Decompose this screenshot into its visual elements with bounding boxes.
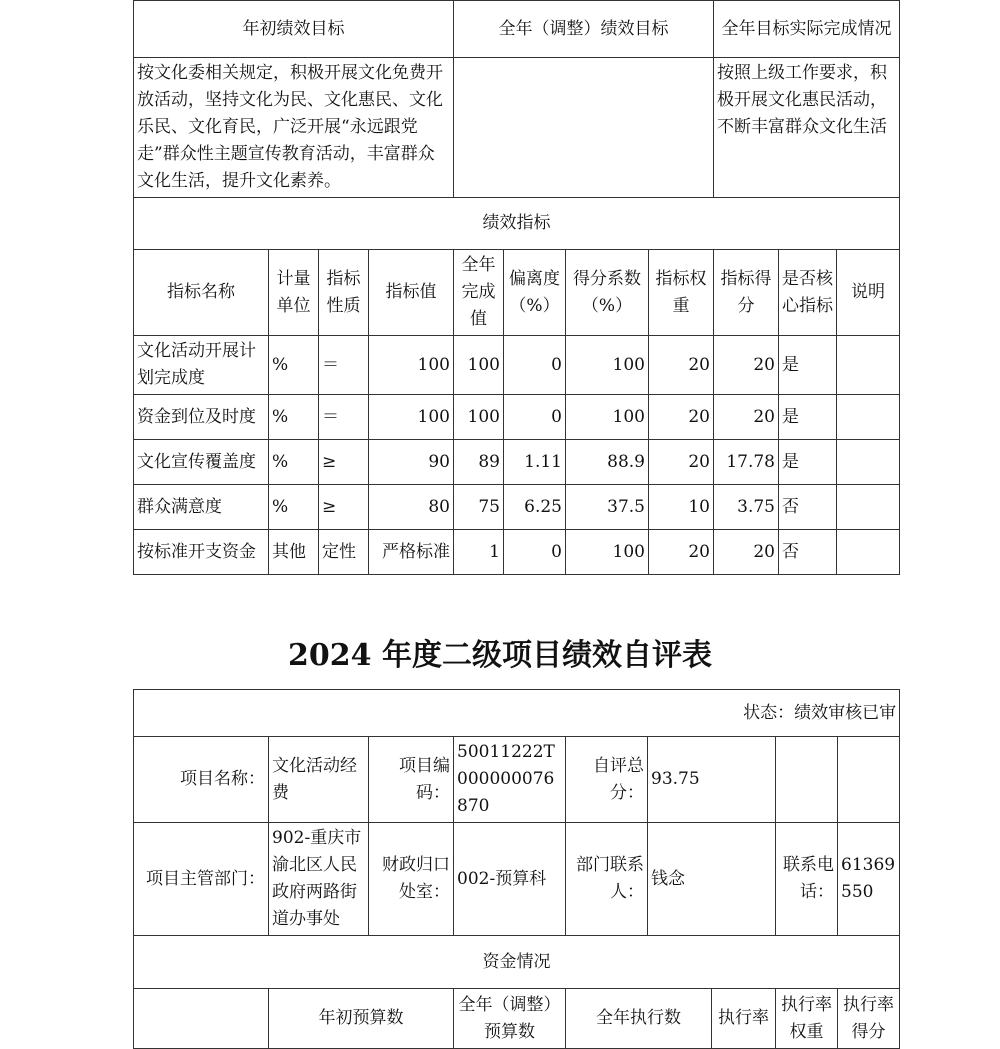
col-header-weight: 指标权重	[649, 250, 714, 336]
indicator-coefficient: 100	[566, 336, 649, 395]
contact-label: 部门联系人：	[566, 823, 648, 936]
indicator-score: 3.75	[714, 485, 779, 530]
adjusted-goal-text	[454, 58, 714, 198]
indicator-notes	[837, 440, 900, 485]
funds-section-row	[134, 936, 900, 989]
indicator-name: 文化活动开展计划完成度	[134, 336, 269, 395]
self-score-value: 93.75	[648, 737, 776, 823]
goals-header-row	[134, 1, 900, 58]
phone-value: 61369550	[838, 823, 900, 936]
indicator-nature: 定性	[319, 530, 369, 575]
initial-goal-text: 按文化委相关规定，积极开展文化免费开放活动，坚持文化为民、文化惠民、文化乐民、文化育民，广泛开展“永远跟党走”群众性主题宣传教育活动，丰富群众文化生活，提升文化素养。	[134, 58, 454, 198]
indicator-is-core: 否	[779, 530, 837, 575]
col-header-actual-value: 全年完成值	[454, 250, 504, 336]
col-header-indicator-name: 指标名称	[134, 250, 269, 336]
project-code-label: 项目编码：	[369, 737, 454, 823]
table-row	[134, 530, 900, 575]
col-header-notes: 说明	[837, 250, 900, 336]
status-badge: 状态：绩效审核已审	[134, 690, 900, 737]
indicator-actual: 100	[454, 395, 504, 440]
col-header-rate-weight: 执行率权重	[776, 989, 838, 1049]
indicator-coefficient: 100	[566, 395, 649, 440]
indicator-weight: 20	[649, 395, 714, 440]
col-header-deviation: 偏离度（%）	[504, 250, 566, 336]
self-score-label: 自评总分：	[566, 737, 648, 823]
department-row	[134, 823, 900, 936]
indicator-deviation: 0	[504, 336, 566, 395]
indicator-name: 群众满意度	[134, 485, 269, 530]
indicators-section-row	[134, 198, 900, 250]
department-value: 902-重庆市渝北区人民政府两路街道办事处	[269, 823, 369, 936]
col-header-rate-score: 执行率得分	[838, 989, 900, 1049]
project-name-label: 项目名称：	[134, 737, 269, 823]
initial-goal-header: 年初绩效目标	[134, 1, 454, 58]
indicator-unit: %	[269, 395, 319, 440]
indicator-nature: ＝	[319, 395, 369, 440]
indicator-notes	[837, 336, 900, 395]
col-header-target-value: 指标值	[369, 250, 454, 336]
col-header-unit: 计量单位	[269, 250, 319, 336]
indicator-weight: 10	[649, 485, 714, 530]
indicator-is-core: 是	[779, 336, 837, 395]
table-row	[134, 485, 900, 530]
funds-section-title: 资金情况	[134, 936, 900, 989]
table-row	[134, 440, 900, 485]
indicator-is-core: 是	[779, 395, 837, 440]
col-header-is-core: 是否核心指标	[779, 250, 837, 336]
indicator-actual: 1	[454, 530, 504, 575]
indicator-target: 100	[369, 395, 454, 440]
indicator-target: 80	[369, 485, 454, 530]
indicator-score: 17.78	[714, 440, 779, 485]
indicator-weight: 20	[649, 336, 714, 395]
indicator-actual: 89	[454, 440, 504, 485]
project-name-row	[134, 737, 900, 823]
finance-office-value: 002-预算科	[454, 823, 566, 936]
indicator-name: 文化宣传覆盖度	[134, 440, 269, 485]
indicator-coefficient: 37.5	[566, 485, 649, 530]
indicator-unit: %	[269, 485, 319, 530]
indicator-nature: ≥	[319, 440, 369, 485]
department-label: 项目主管部门：	[134, 823, 269, 936]
indicator-is-core: 是	[779, 440, 837, 485]
actual-completion-header: 全年目标实际完成情况	[714, 1, 900, 58]
indicator-weight: 20	[649, 530, 714, 575]
page-title: 2024 年度二级项目绩效自评表	[288, 638, 712, 673]
phone-label: 联系电话：	[776, 823, 838, 936]
contact-value: 钱念	[648, 823, 776, 936]
col-header-executed: 全年执行数	[566, 989, 712, 1049]
indicator-nature: ≥	[319, 485, 369, 530]
indicator-deviation: 0	[504, 530, 566, 575]
indicator-name: 资金到位及时度	[134, 395, 269, 440]
indicator-deviation: 6.25	[504, 485, 566, 530]
indicator-actual: 75	[454, 485, 504, 530]
indicator-deviation: 1.11	[504, 440, 566, 485]
indicator-score: 20	[714, 395, 779, 440]
empty-cell	[838, 737, 900, 823]
indicators-header-row	[134, 250, 900, 336]
indicator-actual: 100	[454, 336, 504, 395]
funds-header-blank	[134, 989, 269, 1049]
goals-content-row	[134, 58, 900, 198]
col-header-nature: 指标性质	[319, 250, 369, 336]
col-header-score: 指标得分	[714, 250, 779, 336]
performance-indicator-table	[133, 0, 900, 575]
indicator-score: 20	[714, 530, 779, 575]
indicator-target: 严格标准	[369, 530, 454, 575]
indicators-section-title: 绩效指标	[134, 198, 900, 250]
indicator-unit: %	[269, 336, 319, 395]
actual-completion-text: 按照上级工作要求，积极开展文化惠民活动，不断丰富群众文化生活	[714, 58, 900, 198]
col-header-execution-rate: 执行率	[712, 989, 776, 1049]
indicator-deviation: 0	[504, 395, 566, 440]
indicator-score: 20	[714, 336, 779, 395]
indicator-name: 按标准开支资金	[134, 530, 269, 575]
funds-header-row	[134, 989, 900, 1049]
adjusted-goal-header: 全年（调整）绩效目标	[454, 1, 714, 58]
indicator-is-core: 否	[779, 485, 837, 530]
project-info-table	[133, 689, 900, 1049]
project-name-value: 文化活动经费	[269, 737, 369, 823]
status-row	[134, 690, 900, 737]
indicator-notes	[837, 530, 900, 575]
indicator-notes	[837, 395, 900, 440]
empty-cell	[776, 737, 838, 823]
indicator-unit: 其他	[269, 530, 319, 575]
indicator-notes	[837, 485, 900, 530]
indicator-target: 100	[369, 336, 454, 395]
col-header-adjusted-budget: 全年（调整）预算数	[454, 989, 566, 1049]
indicator-nature: ＝	[319, 336, 369, 395]
indicator-target: 90	[369, 440, 454, 485]
indicator-coefficient: 88.9	[566, 440, 649, 485]
project-code-value: 50011222T000000076870	[454, 737, 566, 823]
indicator-coefficient: 100	[566, 530, 649, 575]
table-row	[134, 336, 900, 395]
table-row	[134, 395, 900, 440]
col-header-initial-budget: 年初预算数	[269, 989, 454, 1049]
col-header-score-coefficient: 得分系数（%）	[566, 250, 649, 336]
finance-office-label: 财政归口处室：	[369, 823, 454, 936]
indicator-unit: %	[269, 440, 319, 485]
indicator-weight: 20	[649, 440, 714, 485]
